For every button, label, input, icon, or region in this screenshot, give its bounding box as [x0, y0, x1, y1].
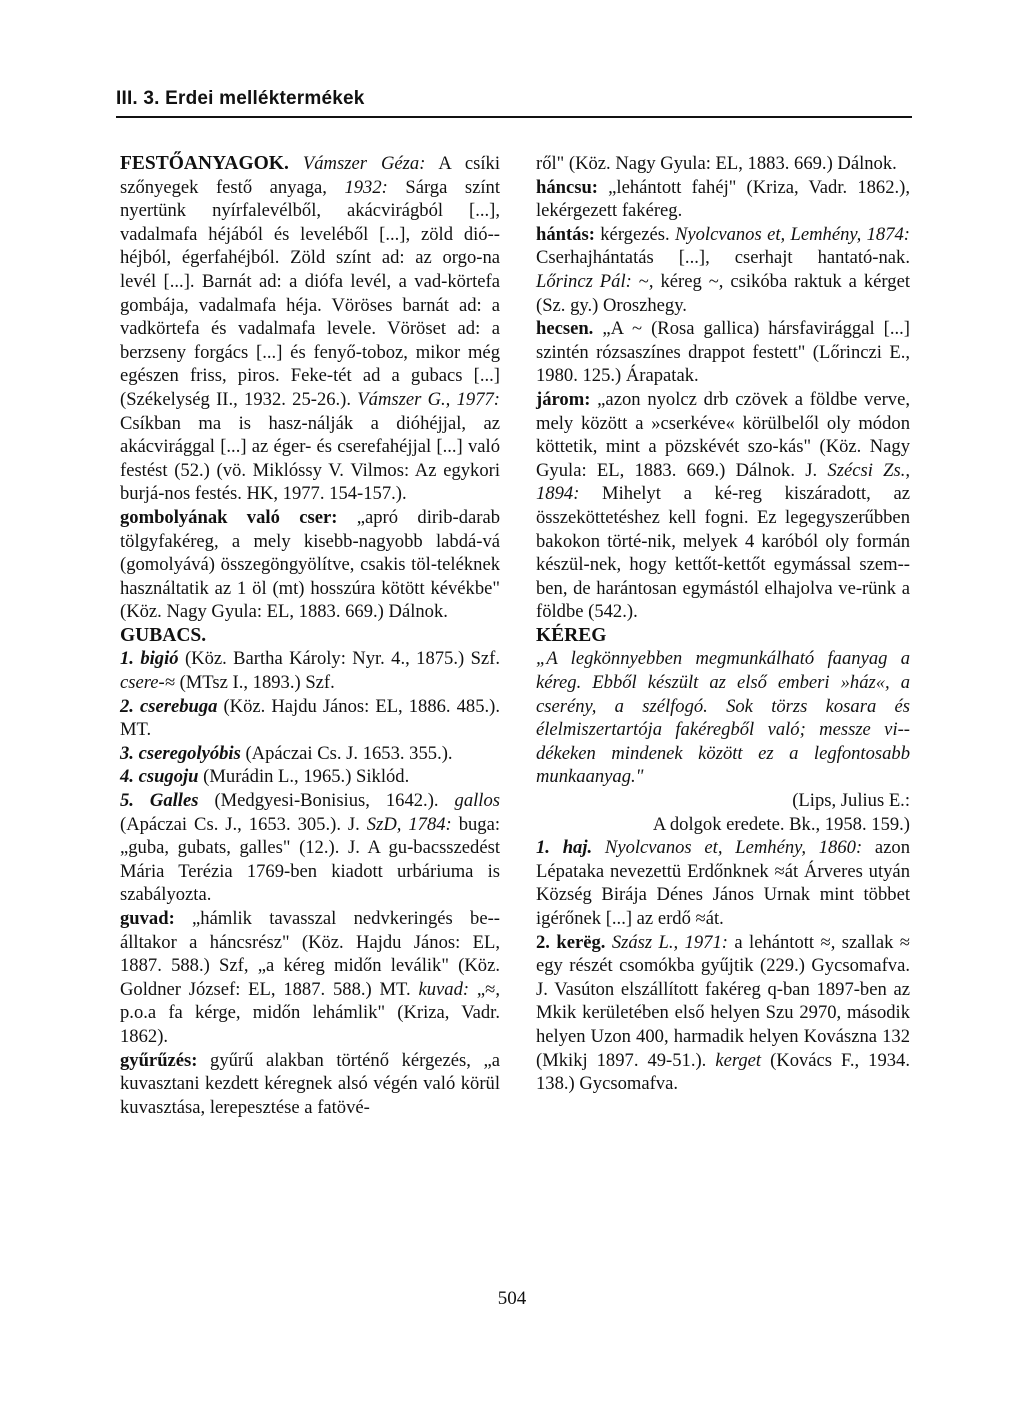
section-heading-kereg: [536, 624, 910, 648]
entry-text: (Medgyesi-Bonisius, 1642.).: [198, 790, 455, 812]
citation-author: Szécsi Zs., 1894:: [536, 459, 911, 505]
entry-cserebuga: [120, 695, 500, 742]
entry-text: (Apáczai Cs. J., 1653. 305.). J.: [120, 813, 367, 835]
entry-kereg: [536, 931, 910, 1096]
entry-text: kérgezés.: [594, 223, 675, 245]
entry-term: 3. cseregolyóbis: [120, 742, 241, 764]
entry-text: azon Lépataka nevezettü Erdőnknek ≈át Árveres utyán Község Birája Dénes János Urnak mint többet igérőnek [...] az erdő ≈át.: [536, 837, 910, 929]
entry-text: (Apáczai Cs. J. 1653. 355.).: [240, 742, 453, 764]
entry-term: háncsu:: [536, 176, 599, 198]
quote-attribution-line-1: (Lips, Julius E.:: [792, 790, 910, 812]
entry-variant: kerget: [715, 1049, 762, 1071]
entry-term: guvad:: [120, 908, 175, 929]
entry-continuation: [536, 152, 910, 176]
entry-term: 1. haj.: [536, 837, 593, 859]
entry-term: 4. csugoju: [120, 766, 199, 788]
entry-term: gombolyának való cser:: [120, 506, 338, 528]
citation-year: 1932:: [344, 176, 388, 198]
entry-text: „azon nyolcz drb czövek a földbe verve, mely között a »cserkéve« körülbelől oly módon köttetik, mint a pözskévét szo-kás" (Köz. Nagy Gyula: EL, 1883. 669.) Dálnok. J.: [536, 388, 910, 481]
entry-hantas: [536, 223, 910, 317]
entry-bigio: [120, 647, 500, 694]
entry-text: Csíkban ma is hasz-nálják a dióhéjjal, az akácvirággal [...] az éger- és cserefahéjjal [...] való festést (52.) (vö. Miklóssy V. Vilmos: Az egykori burjá-nos festés. HK, 1977. 154-157.).: [120, 412, 500, 505]
entry-text: „≈, p.o.a fa kérge, midőn lehámlik" (Kriza, Vadr. 1862).: [120, 978, 500, 1047]
entry-jarom: [536, 388, 910, 624]
entry-haj: [536, 836, 910, 930]
entry-hancsu: [536, 176, 910, 223]
entry-text: (Murádin L., 1965.) Siklód.: [198, 766, 410, 788]
entry-text: „A ~ (Rosa gallica) hársfavirággal [...] szintén rózsaszínes drappot festett" (Lőrinczi E., 1980. 125.) Árapatak.: [536, 318, 910, 387]
citation-author: SzD, 1784:: [366, 813, 452, 835]
entry-variant: csere-≈: [120, 672, 175, 694]
entry-term: 5. Galles: [120, 790, 199, 812]
entry-festoanyagok: [120, 152, 500, 506]
entry-text: (MTsz I., 1893.) Szf.: [174, 672, 335, 694]
entry-term: 2. cserebuga: [120, 695, 218, 717]
epigraph-quote: „A legkönnyebben megmunkálható faanyag a kéreg. Ebből készült az első emberi »ház«, a cserény, a szélfogó. Sok törzs kosara és élelmiszertartója fakéregből való; messze vi-dékeken mindenek között ez a legfontosabb munkaanyag.": [536, 648, 910, 788]
entry-text: Sárga színt nyertünk nyírfalevélből, akácvirágból [...], vadalmafa héjából és leveléből [...], zöld dió-héjból, égerfahéjból. Zöld színt ad: az orgo-na levél [...]. Barnát ad: a diófa levél, a vad-körtefa gombája, vadalmafa héja. Vöröses barnát ad: a vadkörtefa és vadalmafa levele. Vöröset ad: a berzseny forgács [...] és fenyő-toboz, mikor még egészen friss, piros. Feke-tét ad a gubacs [...] (Székelység II., 1932. 25-26.).: [120, 176, 500, 410]
entry-variant: gallos: [454, 790, 500, 812]
running-header: III. 3. Erdei melléktermékek: [116, 88, 365, 109]
page-number: 504: [497, 1288, 527, 1309]
entry-text: [592, 837, 605, 858]
entry-gombolyanak: [120, 506, 500, 624]
entry-guvad: [120, 907, 500, 1049]
section-heading-gubacs: [120, 624, 500, 648]
entry-text: „hámlik tavasszal nedvkeringés be-álltakor a háncsrész" (Köz. Hajdu János: EL, 1887. 588.) Szf, „a kéreg midőn leválik" (Köz. Goldner József: EL, 1887. 588.) MT.: [120, 908, 500, 1000]
left-column: [120, 152, 500, 1119]
entry-term: 2. kerëg.: [536, 931, 606, 953]
entry-text: buga: „guba, gubats, galles" (12.). J. A gu-bacsszedést Mária Terézia 1769-ben kiadott urbáriuma is szabályozta.: [120, 813, 501, 906]
entry-text: a lehántott ≈, szallak ≈ egy részét csomókba gyűjtik (229.) Gycsomafva. J. Vasúton elszállított fakéreg q-ban 1897-ben az Mkik kerületében első helyen Szu 2970, második helyen Uzon 400, harmadik helyen Kovászna 132 (Mkikj 1897. 49-51.).: [536, 931, 910, 1071]
citation-author: Vámszer Géza:: [302, 153, 426, 174]
entry-galles: [120, 789, 500, 907]
entry-term: gyűrűzés:: [120, 1049, 198, 1071]
entry-text: ~, kéreg ~, csikóba raktuk a kérget (Sz. gy.) Oroszhegy.: [536, 270, 910, 316]
entry-text: A csíki szőnyegek festő anyaga,: [120, 153, 500, 198]
entry-text: (Kovács F., 1934. 138.) Gycsomafva.: [536, 1049, 910, 1095]
section-heading-text: KÉREG: [536, 624, 607, 646]
citation-author: Nyolcvanos et, Lemhény, 1874:: [674, 223, 910, 245]
entry-term: járom:: [536, 388, 591, 410]
entry-text: (Köz. Hajdu János: EL, 1886. 485.). MT.: [120, 695, 500, 741]
entry-text: ről" (Köz. Nagy Gyula: EL, 1883. 669.) Dálnok.: [536, 153, 897, 174]
quote-attribution-line-2: A dolgok eredete. Bk., 1958. 159.): [652, 813, 910, 835]
section-heading-text: GUBACS.: [120, 624, 207, 646]
entry-text: (Köz. Bartha Károly: Nyr. 4., 1875.) Szf.: [178, 648, 501, 670]
citation-author: Szász L., 1971:: [611, 931, 728, 953]
entry-text: Mihelyt a ké-reg kiszáradott, az összeköttetéshez kell fogni. Ez legegyszerűbben bakokon törté-nik, melyek 4 karóból oly formán készül-nek, hogy kettőt-kettőt egymással szem-ben, de harántosan egymástól elhajolva ve-rünk a földbe (542.).: [536, 483, 910, 623]
entry-text: gyűrű alakban történő kérgezés, „a kuvasztani kezdett kéregnek alsó végén való körül kuvasztása, lerepesztése a fatövé-: [120, 1049, 500, 1118]
entry-gyuruzes: [120, 1049, 500, 1120]
right-column: [536, 152, 910, 1096]
entry-text: „lehántott fahéj" (Kriza, Vadr. 1862.), lekérgezett fakéreg.: [536, 176, 910, 222]
citation-author: Nyolcvanos et, Lemhény, 1860:: [604, 837, 863, 859]
entry-variant: kuvad:: [418, 978, 470, 1000]
header-rule: [116, 116, 912, 118]
citation-author: Lőrincz Pál:: [536, 270, 632, 292]
entry-text: „apró dirib-darab tölgyfakéreg, a mely kisebb-nagyobb labdá-vá (gomolyává) összegöngyölítve, csakis töl-teléknek használtatik az 1 öl (mt) hosszúra kötött kévékbe" (Köz. Nagy Gyula: EL, 1883. 669.) Dálnok.: [120, 506, 500, 623]
entry-csugoju: [120, 765, 500, 789]
entry-text: Cserhajhántatás [...], cserhajt hantató-nak.: [536, 247, 910, 269]
section-heading-festoanyagok: FESTŐANYAGOK.: [120, 153, 289, 174]
entry-cseregolyobis: [120, 742, 500, 766]
entry-hecsen: [536, 317, 910, 388]
entry-term: hecsen.: [536, 318, 594, 340]
citation-author: Vámszer G., 1977:: [357, 388, 500, 410]
entry-term: 1. bigió: [120, 648, 179, 670]
entry-term: hántás:: [536, 223, 595, 245]
